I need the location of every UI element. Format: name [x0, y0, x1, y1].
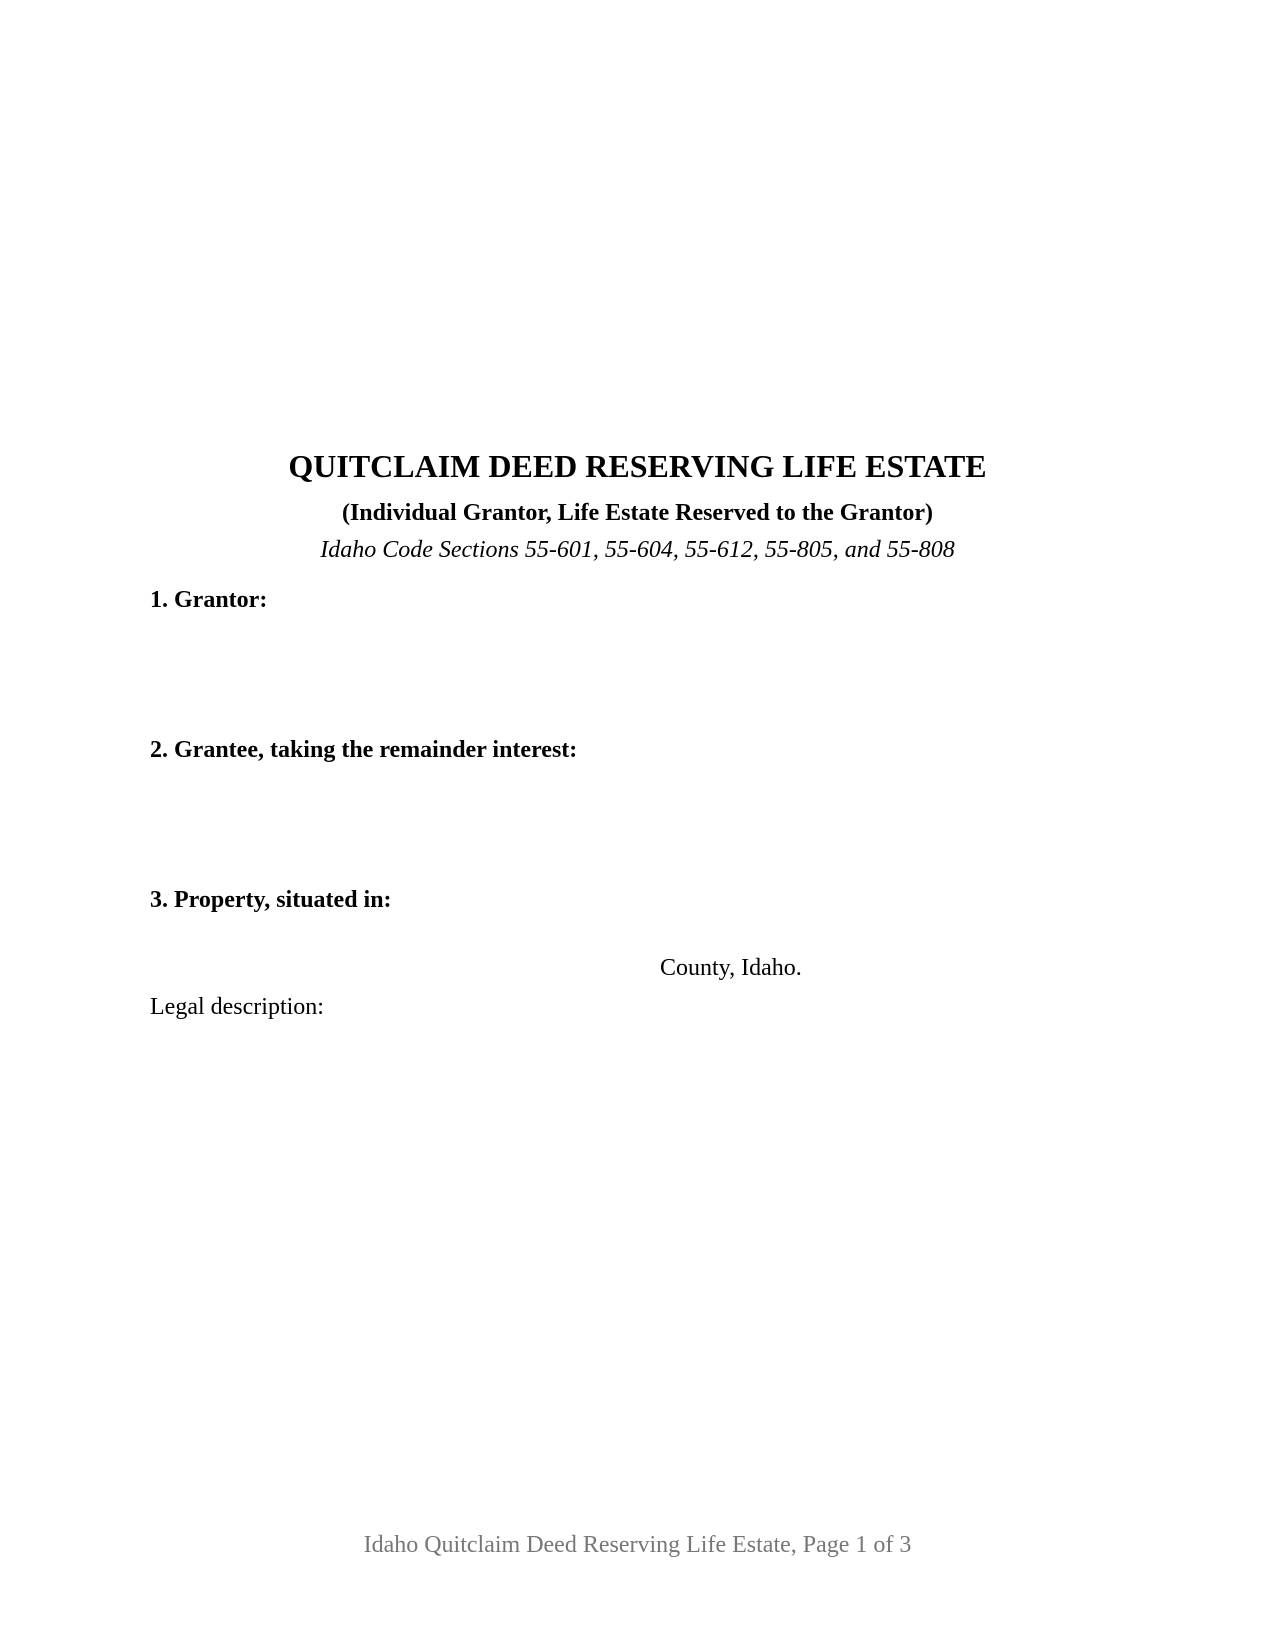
- document-title: QUITCLAIM DEED RESERVING LIFE ESTATE: [288, 448, 987, 484]
- grantee-heading: 2. Grantee, taking the remainder interest:: [150, 737, 578, 763]
- legal-description-label: Legal description:: [150, 994, 324, 1020]
- document-subtitle: (Individual Grantor, Life Estate Reserved to the Grantor): [341, 500, 934, 526]
- page-footer: Idaho Quitclaim Deed Reserving Life Estate, Page 1 of 3: [363, 1532, 912, 1558]
- property-heading: 3. Property, situated in:: [150, 887, 392, 913]
- grantor-heading: 1. Grantor:: [150, 587, 268, 613]
- county-suffix: County, Idaho.: [660, 955, 802, 981]
- statute-reference: Idaho Code Sections 55-601, 55-604, 55-612, 55-805, and 55-808: [320, 537, 955, 563]
